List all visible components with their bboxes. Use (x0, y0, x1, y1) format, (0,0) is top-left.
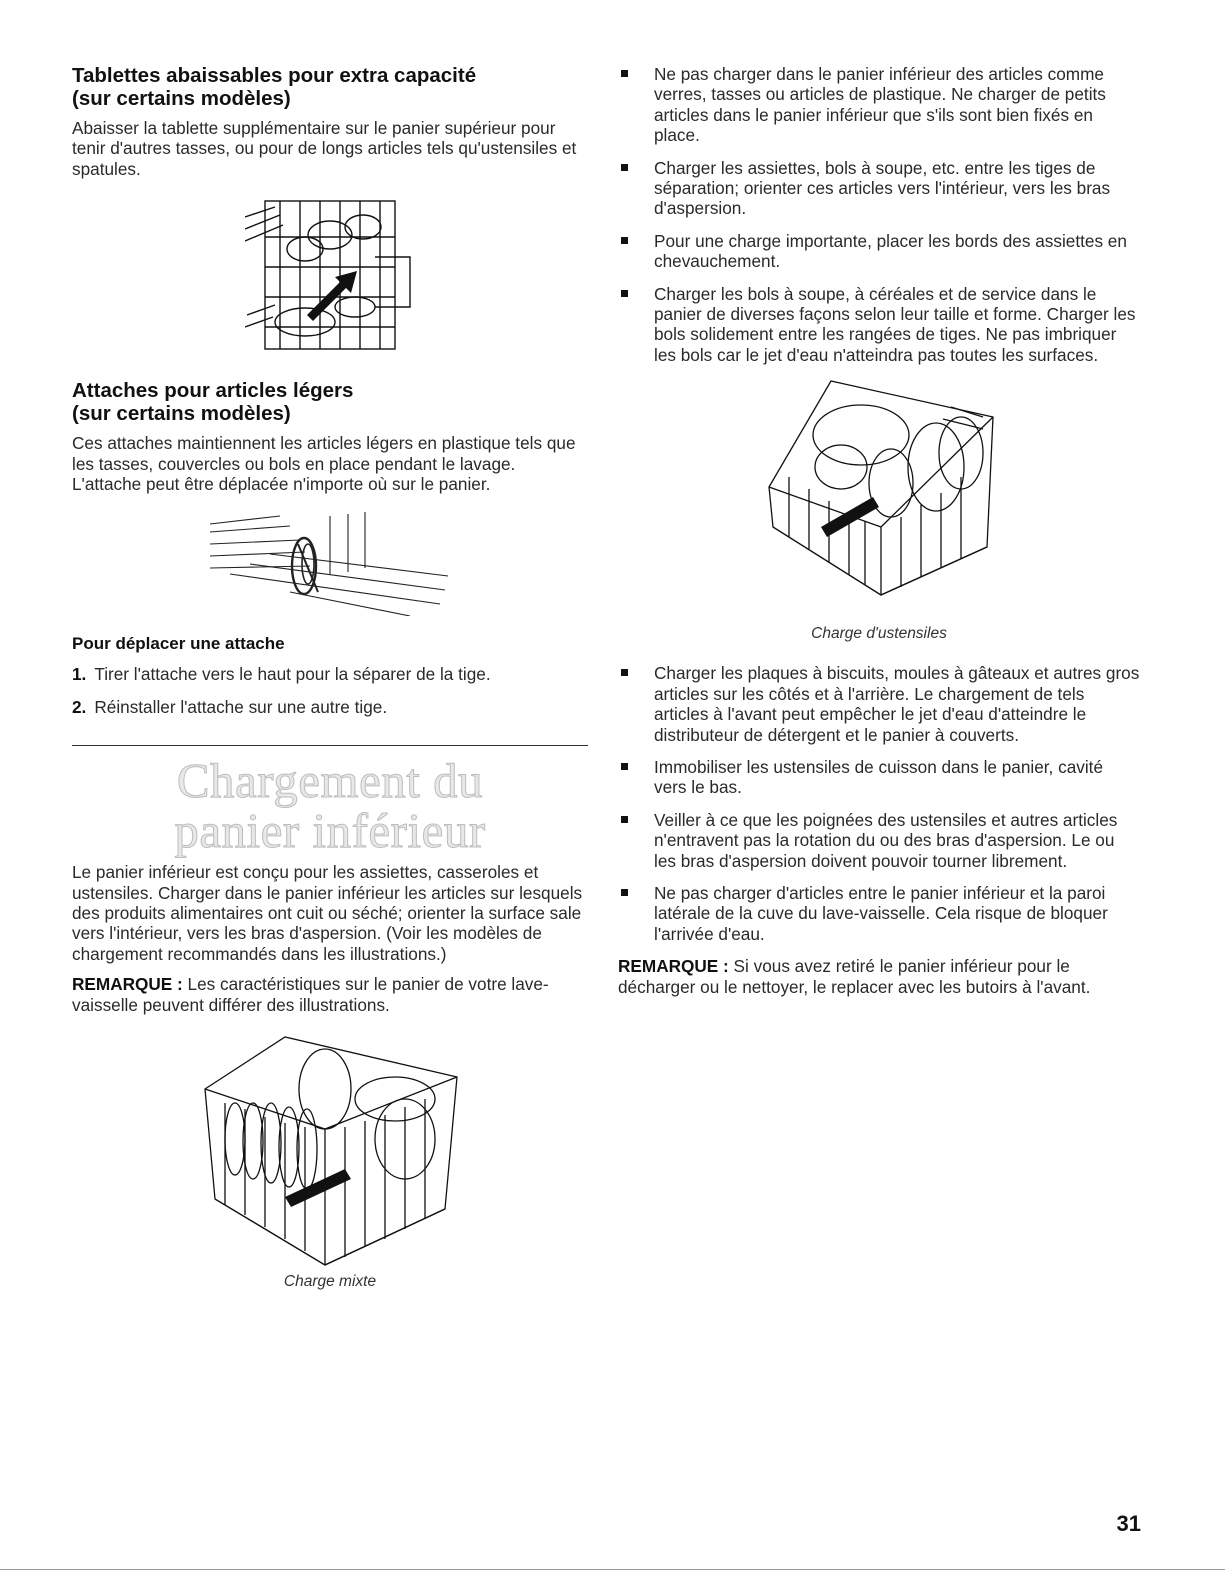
mixed-load-caption: Charge mixte (283, 1273, 377, 1291)
list-item: Ne pas charger dans le panier inférieur des articles comme verres, tasses ou articles de plastique. Ne charger de petits articles dans le panier inférieur que s'ils sont bien fixés en place. (618, 64, 1140, 146)
lower-rack-intro: Le panier inférieur est conçu pour les assiettes, casseroles et ustensiles. Charger dans le panier inférieur les articles sur lesquels des produits alimentaires ont cuit ou séché; orienter la surface sale vers l'intérieur, vers les bras d'aspersion. (Voir les modèles de chargement recommandés dans les illustrations.) (72, 862, 583, 964)
section-divider (72, 745, 588, 746)
lower-rack-title: Chargement du panier inférieur (174, 753, 486, 859)
step-item: 1. Tirer l'attache vers le haut pour la séparer de la tige. (72, 664, 491, 685)
move-clip-steps (72, 664, 588, 717)
fold-down-shelf-illustration (245, 197, 415, 353)
right-note: REMARQUE : Si vous avez retiré le panier inférieur pour le décharger ou le nettoyer, le replacer avec les butoirs à l'avant. (618, 956, 1091, 997)
utensil-load-caption: Charge d'ustensiles (811, 625, 947, 643)
list-item: Pour une charge importante, placer les bords des assiettes en chevauchement. (618, 231, 1140, 272)
list-item: Ne pas charger d'articles entre le panier inférieur et la paroi latérale de la cuve du lave-vaisselle. Cela risque de bloquer l'arrivée d'eau. (618, 883, 1140, 944)
clip-illustration (210, 504, 450, 616)
bullet-icon (621, 669, 628, 676)
left-column (72, 64, 588, 1291)
bullet-icon (621, 237, 628, 244)
bullet-icon (621, 70, 628, 77)
utensil-load-illustration (761, 377, 997, 599)
mixed-load-illustration (195, 1029, 465, 1269)
fold-down-shelves-text: Abaisser la tablette supplémentaire sur le panier supérieur pour tenir d'autres tasses, ou pour de longs articles tels qu'ustensiles et spatules. (72, 118, 577, 179)
bullet-icon (621, 816, 628, 823)
right-column (618, 64, 1140, 997)
large-items-tips-list (618, 663, 1140, 944)
list-item: Charger les assiettes, bols à soupe, etc. entre les tiges de séparation; orienter ces articles vers l'intérieur, vers les bras d'aspersion. (618, 158, 1140, 219)
light-item-clips-text: Ces attaches maintiennent les articles légers en plastique tels que les tasses, couvercles ou bols en place pendant le lavage. L'attache peut être déplacée n'importe où sur le panier. (72, 433, 576, 495)
list-item: Immobiliser les ustensiles de cuisson dans le panier, cavité vers le bas. (618, 757, 1140, 798)
bullet-icon (621, 164, 628, 171)
loading-tips-list (618, 64, 1140, 365)
list-item: Charger les bols à soupe, à céréales et de service dans le panier de diverses façons selon leur taille et forme. Charger les bols solidement entre les rangées de tiges. Ne pas imbriquer les bols car le jet d'eau n'atteindra pas toutes les surfaces. (618, 284, 1140, 366)
move-clip-heading: Pour déplacer une attache (72, 634, 285, 654)
left-note: REMARQUE : Les caractéristiques sur le panier de votre lave-vaisselle peuvent différer des illustrations. (72, 974, 549, 1015)
list-item: Veiller à ce que les poignées des ustensiles et autres articles n'entravent pas la rotation du ou des bras d'aspersion. Le ou les bras d'aspersion doivent pouvoir tourner librement. (618, 810, 1140, 871)
section-title-fold-down-shelves: Tablettes abaissables pour extra capacité (sur certains modèles) (72, 64, 477, 110)
step-item: 2. Réinstaller l'attache sur une autre tige. (72, 696, 388, 717)
page-bottom-rule (0, 1569, 1225, 1570)
page-number: 31 (1116, 1511, 1141, 1536)
bullet-icon (621, 290, 628, 297)
list-item: Charger les plaques à biscuits, moules à gâteaux et autres gros articles sur les côtés et à l'arrière. Le chargement de tels articles à l'avant peut empêcher le jet d'eau d'atteindre le distributeur de détergent et le panier à couverts. (618, 663, 1140, 745)
bullet-icon (621, 763, 628, 770)
bullet-icon (621, 889, 628, 896)
section-title-light-item-clips: Attaches pour articles légers (sur certains modèles) (72, 379, 354, 426)
